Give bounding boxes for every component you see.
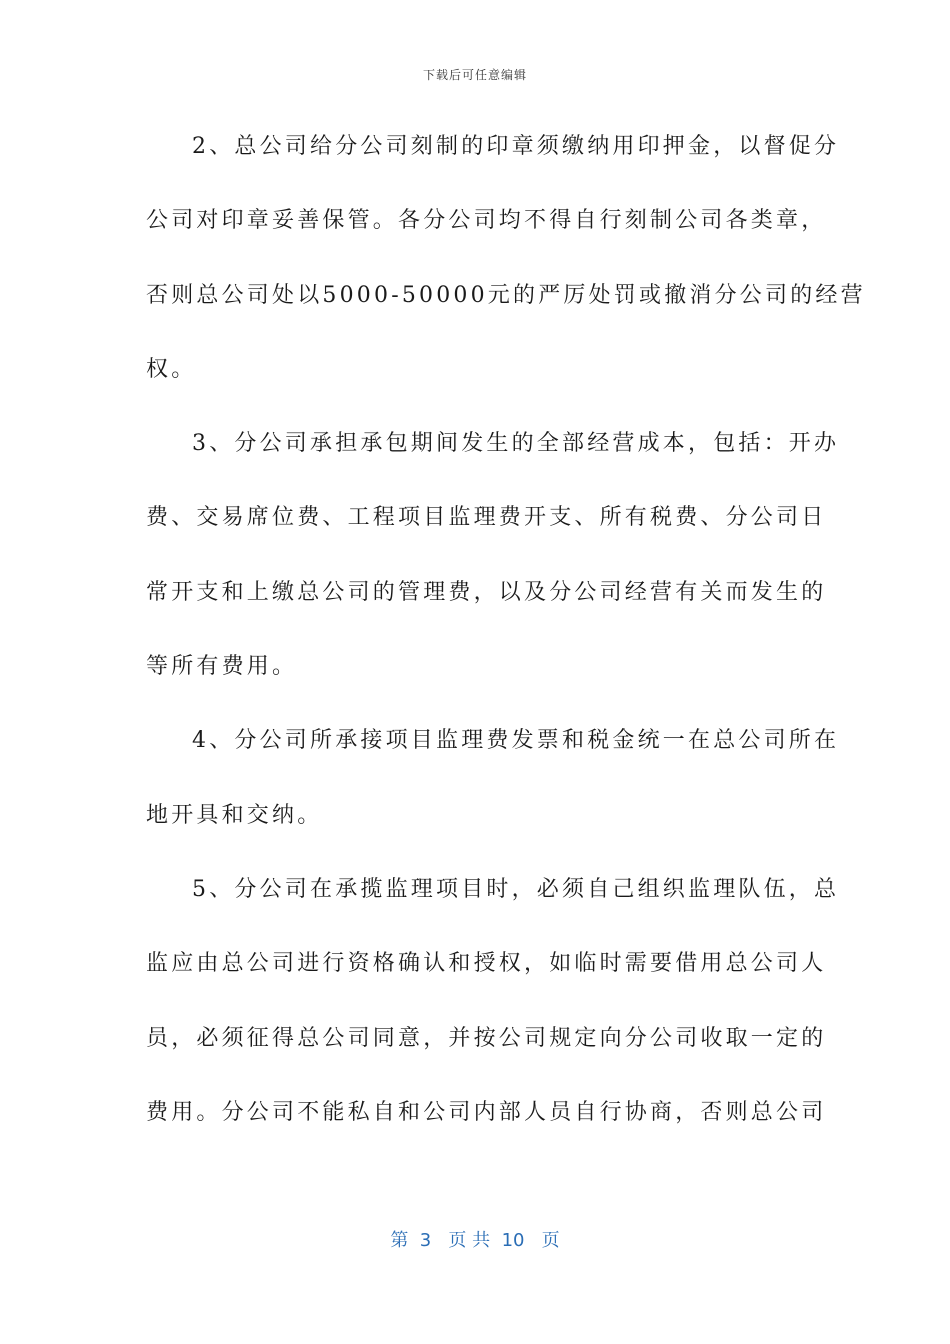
paragraph-3-line-3: 常开支和上缴总公司的管理费，以及分公司经营有关而发生的 xyxy=(146,579,827,605)
paragraph-5-line-1: 5、分公司在承揽监理项目时，必须自己组织监理队伍，总 xyxy=(192,876,840,902)
paragraph-5-line-2: 监应由总公司进行资格确认和授权，如临时需要借用总公司人 xyxy=(146,951,827,977)
paragraph-2-line-4: 权。 xyxy=(146,356,197,382)
paragraph-2-line-2: 公司对印章妥善保管。各分公司均不得自行刻制公司各类章， xyxy=(146,208,827,234)
page-number-footer: 第 3 页 共 10 页 xyxy=(390,1230,560,1251)
paragraph-3-line-4: 等所有费用。 xyxy=(146,654,298,680)
paragraph-2-line-3: 否则总公司处以5000-50000元的严厉处罚或撤消分公司的经营 xyxy=(146,282,866,308)
paragraph-4-line-1: 4、分公司所承接项目监理费发票和税金统一在总公司所在 xyxy=(192,728,840,754)
paragraph-3-line-1: 3、分公司承担承包期间发生的全部经营成本，包括：开办 xyxy=(192,431,840,457)
document-body xyxy=(146,110,866,1150)
page-header-note: 下载后可任意编辑 xyxy=(422,68,527,82)
paragraph-2-line-1: 2、总公司给分公司刻制的印章须缴纳用印押金，以督促分 xyxy=(192,134,840,159)
paragraph-4-line-2: 地开具和交纳。 xyxy=(146,802,323,828)
paragraph-5-line-4: 费用。分公司不能私自和公司内部人员自行协商，否则总公司 xyxy=(146,1099,827,1125)
paragraph-5-line-3: 员，必须征得总公司同意，并按公司规定向分公司收取一定的 xyxy=(146,1025,827,1051)
paragraph-3-line-2: 费、交易席位费、工程项目监理费开支、所有税费、分公司日 xyxy=(146,505,827,531)
